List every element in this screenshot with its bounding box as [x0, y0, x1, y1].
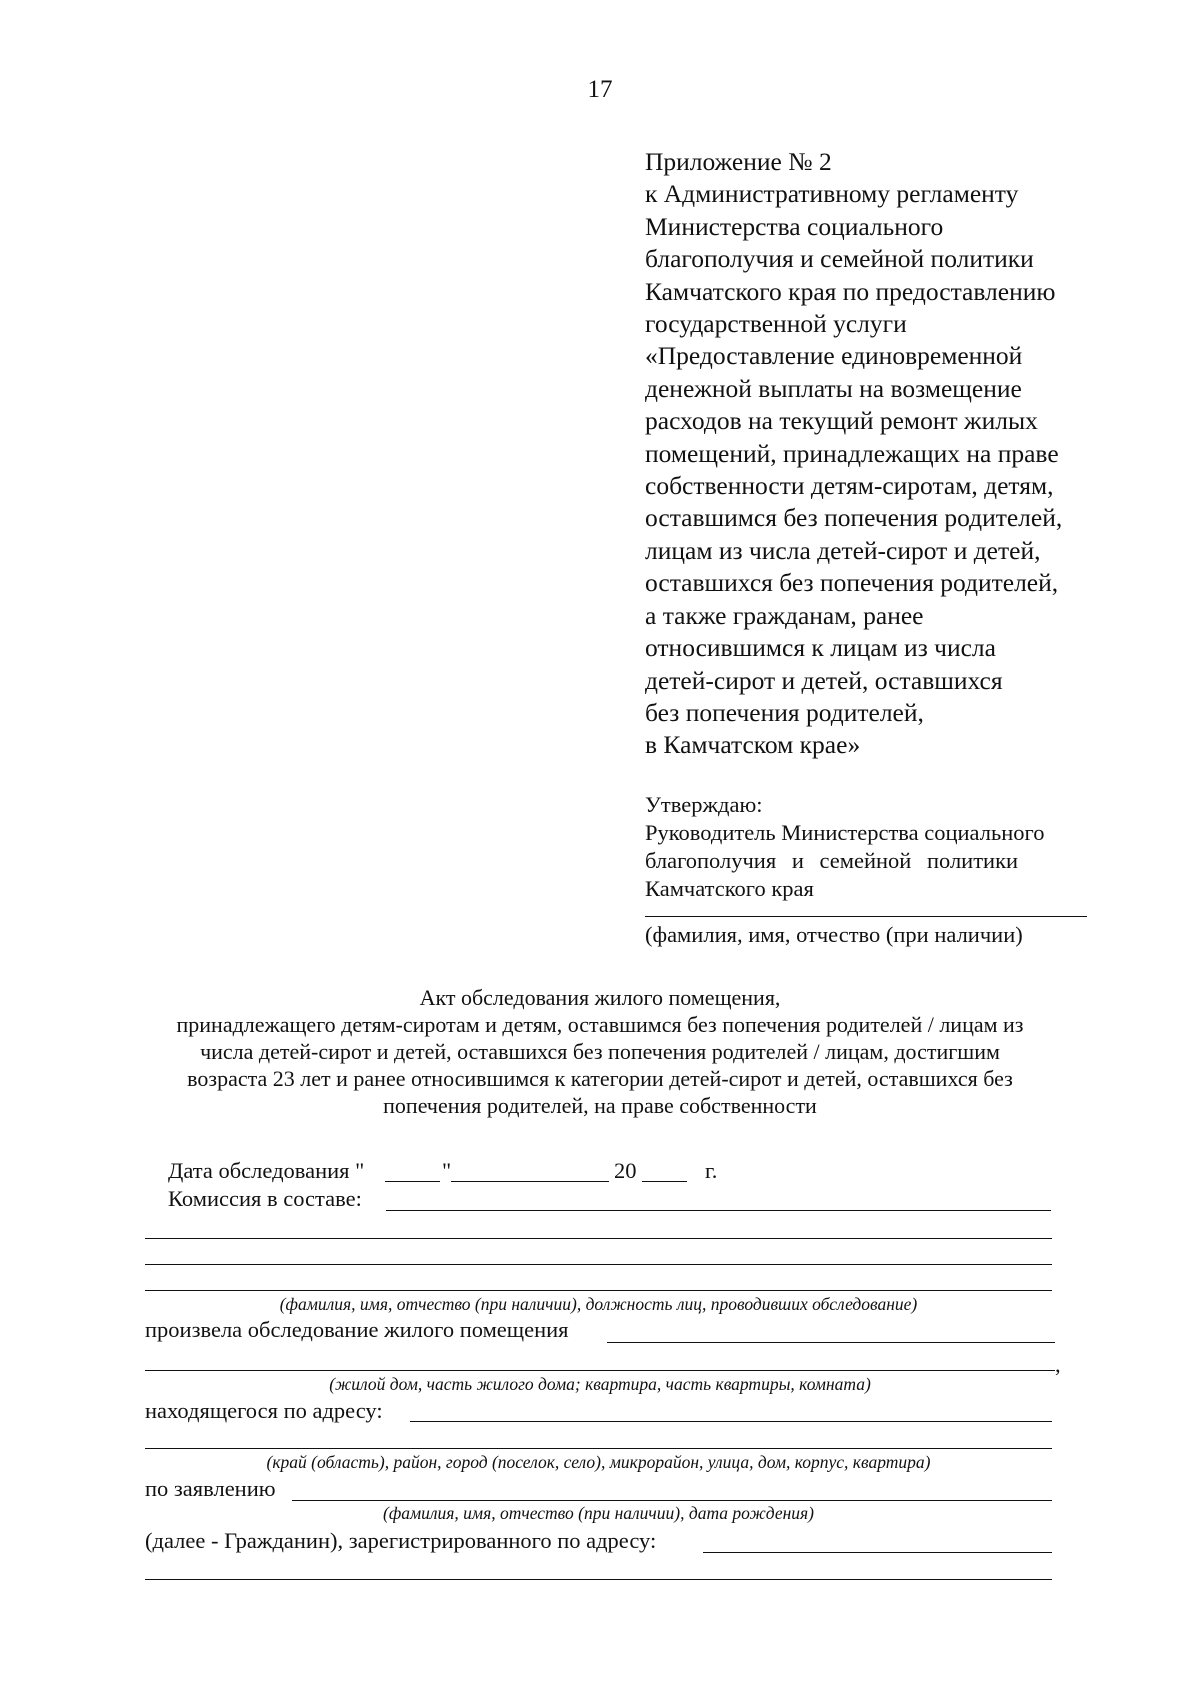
act-title-line: принадлежащего детям-сиротам и детям, оставшимся без попечения родителей / лицам из — [176, 1012, 1024, 1037]
address-field[interactable] — [410, 1421, 1052, 1422]
date-month-field[interactable] — [451, 1181, 609, 1182]
act-title-line: попечения родителей, на праве собственности — [383, 1093, 817, 1118]
appendix-line: Камчатского края по предоставлению — [645, 276, 1056, 306]
date-quote: " — [442, 1158, 452, 1183]
commission-caption: (фамилия, имя, отчество (при наличии), должность лиц, проводивших обследование) — [279, 1294, 918, 1314]
address-caption: (край (область), район, город (поселок, село), микрорайон, улица, дом, корпус, квартира) — [266, 1452, 931, 1472]
address-label: находящегося по адресу: — [145, 1398, 383, 1423]
commission-field[interactable] — [386, 1210, 1051, 1211]
appendix-line: в Камчатском крае» — [645, 730, 861, 760]
act-title-line: возраста 23 лет и ранее относившимся к категории детей-сирот и детей, оставшихся без — [187, 1066, 1013, 1091]
appendix-line: Приложение № 2 — [645, 147, 832, 176]
appendix-line: без попечения родителей, — [645, 697, 924, 727]
appendix-line: благополучия и семейной политики — [645, 244, 1034, 274]
appendix-line: денежной выплаты на возмещение — [645, 373, 1022, 403]
registered-address-field[interactable] — [145, 1579, 1052, 1580]
appendix-line: помещений, принадлежащих на праве — [645, 438, 1059, 468]
application-field[interactable] — [292, 1500, 1052, 1501]
commission-label: Комиссия в составе: — [168, 1186, 362, 1211]
date-year-prefix: 20 — [614, 1158, 637, 1183]
page-number: 17 — [587, 76, 613, 103]
inspected-premises-field[interactable] — [145, 1370, 1055, 1371]
signature-caption: (фамилия, имя, отчество (при наличии) — [645, 922, 1023, 947]
commission-field[interactable] — [145, 1238, 1052, 1239]
commission-field[interactable] — [145, 1290, 1052, 1291]
appendix-line: оставшимся без попечения родителей, — [645, 503, 1063, 533]
appendix-line: собственности детям-сиротам, детям, — [645, 471, 1054, 501]
appendix-line: детей-сирот и детей, оставшихся — [645, 665, 1003, 695]
appendix-line: относившимся к лицам из числа — [645, 633, 996, 663]
appendix-line: а также гражданам, ранее — [645, 600, 924, 630]
approval-position-line: Камчатского края — [645, 876, 814, 901]
appendix-line: лицам из числа детей-сирот и детей, — [645, 535, 1041, 565]
approval-heading: Утверждаю: — [645, 792, 763, 817]
date-year-field[interactable] — [642, 1181, 687, 1182]
appendix-line: к Административному регламенту — [645, 179, 1019, 209]
registered-label: (далее - Гражданин), зарегистрированного по адресу: — [145, 1528, 657, 1553]
appendix-line: оставшихся без попечения родителей, — [645, 568, 1059, 598]
appendix-line: «Предоставление единовременной — [645, 341, 1023, 371]
application-label: по заявлению — [145, 1476, 276, 1501]
inspected-premises-field[interactable] — [607, 1342, 1055, 1343]
inspected-label: произвела обследование жилого помещения — [145, 1317, 569, 1342]
date-day-field[interactable] — [385, 1181, 440, 1182]
appendix-line: расходов на текущий ремонт жилых — [645, 406, 1038, 436]
act-title-line: числа детей-сирот и детей, оставшихся без попечения родителей / лицам, достигшим — [200, 1039, 1000, 1064]
commission-field[interactable] — [145, 1264, 1052, 1265]
registered-address-field[interactable] — [703, 1552, 1052, 1553]
inspected-caption: (жилой дом, часть жилого дома; квартира, часть квартиры, комната) — [329, 1374, 871, 1394]
approval-position-line: благополучия и семейной политики — [645, 848, 1019, 873]
date-label: Дата обследования " — [168, 1158, 365, 1183]
appendix-line: государственной услуги — [645, 309, 907, 339]
act-title-line: Акт обследования жилого помещения, — [419, 985, 781, 1010]
approval-position-line: Руководитель Министерства социального — [645, 820, 1045, 845]
inspected-comma: , — [1055, 1352, 1061, 1377]
date-year-suffix: г. — [705, 1158, 718, 1183]
application-caption: (фамилия, имя, отчество (при наличии), дата рождения) — [383, 1503, 814, 1523]
address-field[interactable] — [145, 1448, 1052, 1449]
appendix-line: Министерства социального — [645, 211, 944, 241]
